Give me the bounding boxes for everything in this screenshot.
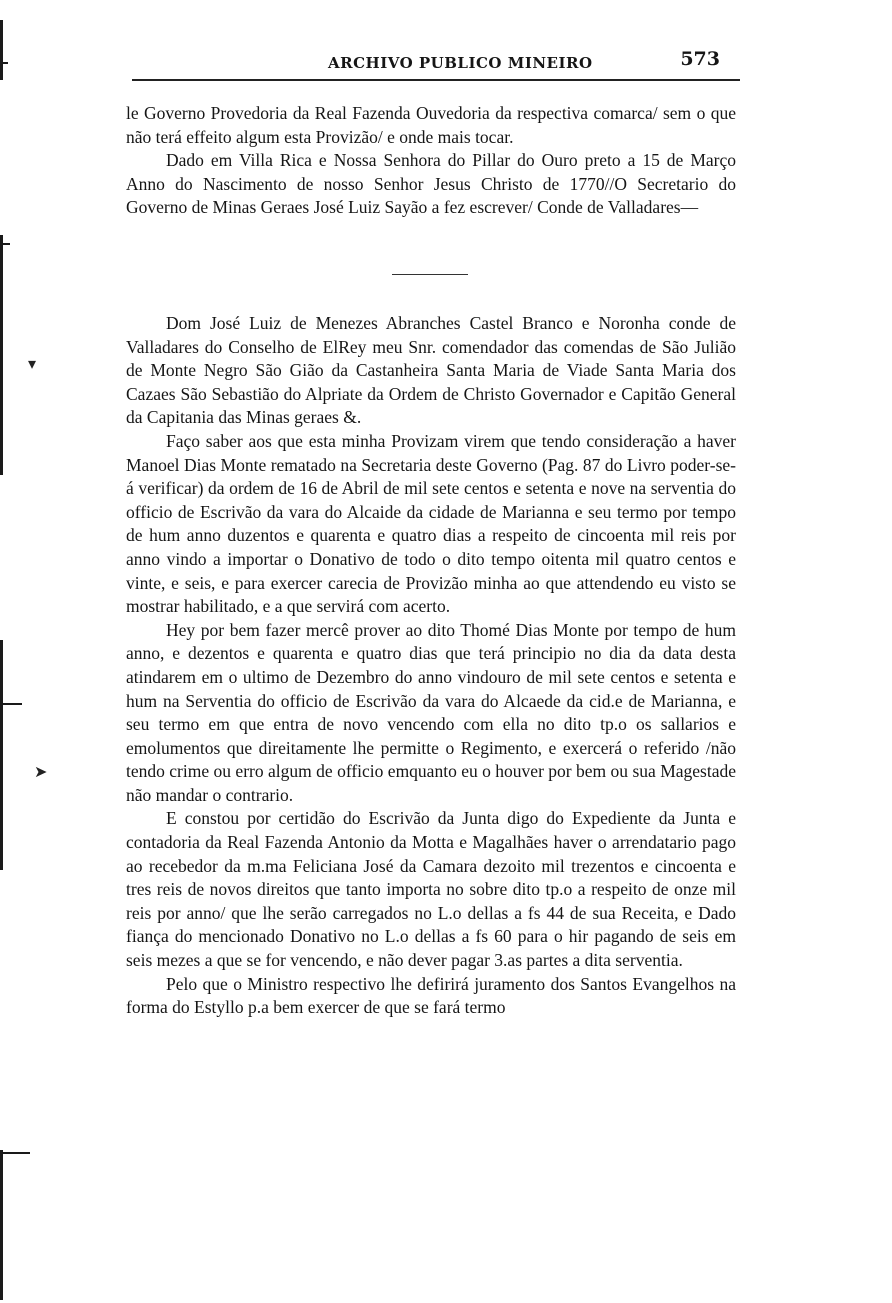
page-number: 573	[680, 48, 720, 70]
binding-edge-line	[0, 20, 3, 80]
paragraph: Pelo que o Ministro respectivo lhe defirirá juramento dos Santos Evangelhos na forma do Estyllo p.a bem exercer de que se fará termo	[126, 973, 736, 1018]
header-rule	[132, 79, 740, 81]
binding-edge-tick	[0, 703, 22, 705]
paragraph: Dom José Luiz de Menezes Abranches Castel Branco e Noronha conde de Valladares do Conselho de ElRey meu Snr. comendador das comendas de São Julião de Monte Negro São Gião da Castanheira Santa Maria de Viade Santa Maria dos Cazaes São Sebastião do Alpriate da Ordem de Christo Governador e Capitão General da Capitania das Minas geraes &.	[126, 313, 736, 428]
binding-edge-tick	[0, 243, 10, 245]
paragraph: Faço saber aos que esta minha Provizam virem que tendo consideração a haver Manoel Dias Monte rematado na Secretaria deste Governo (Pag. 87 do Livro poder-se-á verificar) da ordem de 16 de Abril de mil sete centos e setenta e nove na serventia do officio de Escrivão da vara do Alcaide da cidade de Marianna e seu termo por tempo de hum anno duzentos e quarenta e quatro dias a respeito de cincoenta mil reis por anno vindo a importar o Donativo de todo o dito tempo oitenta mil quatro centos e vinte, e seis, e para exercer carecia de Provizão minha ao que attendendo eu visto se mostrar habilitado, e a que servirá com acerto.	[126, 430, 736, 617]
previous-document-ending	[126, 102, 736, 220]
section-separator	[392, 274, 468, 275]
page-header	[138, 48, 738, 78]
provision-document	[126, 312, 736, 1020]
binding-edge-line	[0, 640, 3, 870]
paragraph: E constou por certidão do Escrivão da Junta digo do Expediente da Junta e contadoria da Real Fazenda Antonio da Motta e Magalhães haver o arrendatario pago ao recebedor da m.ma Feliciana José da Camara dezoito mil trezentos e cincoenta e tres reis de novos direitos que tanto importa no sobre dito tp.o a respeito de onze mil reis por anno/ que lhe serão carregados no L.o dellas a fs 44 de sua Receita, e Dado fiança do mencionado Donativo no L.o dellas a fs 60 para o hir pagando de seis em seis mezes a que se for vencendo, e não dever pagar 3.as partes a dita serventia.	[126, 808, 736, 971]
binding-edge-tick	[0, 62, 8, 64]
binding-edge-line	[0, 235, 3, 475]
paragraph: Dado em Villa Rica e Nossa Senhora do Pillar do Ouro preto a 15 de Março Anno do Nascimento de nosso Senhor Jesus Christo de 1770//O Secretario do Governo de Minas Geraes José Luiz Sayão a fez escrever/ Conde de Valladares—	[126, 150, 736, 218]
margin-arrow-mark: ▾	[28, 354, 37, 373]
binding-edge-line	[0, 1150, 3, 1300]
margin-arrow-mark: ➤	[34, 762, 48, 781]
running-title: ARCHIVO PUBLICO MINEIRO	[328, 54, 593, 72]
paragraph: Hey por bem fazer mercê prover ao dito Thomé Dias Monte por tempo de hum anno, e dezentos e quarenta e quatro dias que terá principio no dia da data desta atindarem em o ultimo de Dezembro do anno vindouro de mil sete centos e setenta e hum na Serventia do officio de Escrivão da vara do Alcaede da cid.e de Marianna, e seu termo em que entra de novo vencendo com ella no dito tp.o os sallarios e emolumentos que direitamente lhe permitte o Regimento, e exercerá o referido /não tendo crime ou erro algum de officio emquanto eu o houver por bem ou sua Magestade não mandar o contrario.	[126, 619, 736, 805]
binding-edge-tick	[0, 1152, 30, 1154]
paragraph: le Governo Provedoria da Real Fazenda Ouvedoria da respectiva comarca/ sem o que não terá effeito algum esta Provizão/ e onde mais tocar.	[126, 103, 736, 147]
